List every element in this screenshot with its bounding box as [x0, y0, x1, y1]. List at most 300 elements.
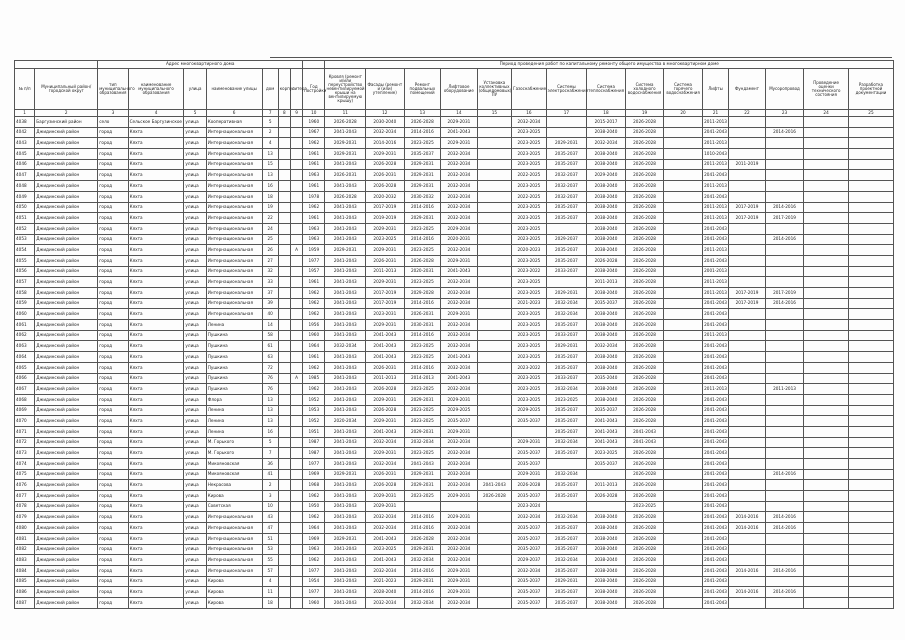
- table-cell: 2032-2034: [366, 523, 405, 534]
- table-cell: город: [98, 288, 128, 299]
- table-cell: Джидинский район: [35, 298, 98, 309]
- table-cell: 2026-2028: [625, 149, 664, 160]
- table-cell: Джидинский район: [35, 394, 98, 405]
- table-cell: 2011-2013: [765, 384, 804, 395]
- table-row: [15, 191, 894, 202]
- table-cell: Кооперативная: [206, 117, 262, 128]
- table-cell: [848, 555, 893, 566]
- table-cell: 2041-2043: [702, 597, 728, 608]
- table-cell: 1964: [303, 523, 325, 534]
- table-cell: 2023-2025: [366, 544, 405, 555]
- table-cell: 1957: [303, 266, 325, 277]
- table-cell: 1962: [303, 555, 325, 566]
- table-cell: [664, 512, 703, 523]
- table-cell: 2026-2028: [625, 266, 664, 277]
- table-row: [15, 480, 894, 491]
- table-cell: город: [98, 384, 128, 395]
- table-cell: улица: [184, 159, 206, 170]
- table-cell: 2032-2034: [441, 277, 478, 288]
- table-cell: [765, 426, 804, 437]
- table-cell: Кирова: [206, 491, 262, 502]
- table-cell: 2011-2013: [702, 288, 728, 299]
- table-cell: 2020-2031: [404, 266, 441, 277]
- table-cell: город: [98, 320, 128, 331]
- table-cell: 4060: [15, 309, 35, 320]
- table-cell: 2029-2031: [366, 277, 405, 288]
- table-cell: город: [98, 309, 128, 320]
- table-cell: город: [98, 565, 128, 576]
- table-cell: 2023-2022: [512, 266, 547, 277]
- table-cell: [664, 426, 703, 437]
- table-cell: 4064: [15, 352, 35, 363]
- table-cell: Кяхта: [128, 501, 184, 512]
- table-cell: Интернациональная: [206, 309, 262, 320]
- table-cell: улица: [184, 170, 206, 181]
- table-cell: [664, 405, 703, 416]
- table-cell: [804, 480, 849, 491]
- table-cell: 2035-2037: [441, 416, 478, 427]
- table-cell: 41: [262, 469, 278, 480]
- table-cell: 2041-2043: [325, 320, 366, 331]
- table-cell: Джидинский район: [35, 448, 98, 459]
- column-number: 14: [441, 110, 478, 117]
- table-cell: [804, 555, 849, 566]
- table-cell: 57: [262, 565, 278, 576]
- table-cell: Джидинский район: [35, 576, 98, 587]
- table-cell: А: [290, 373, 302, 384]
- table-cell: 2026-2028: [625, 362, 664, 373]
- table-cell: 4072: [15, 437, 35, 448]
- table-cell: 2035-2037: [546, 149, 587, 160]
- table-cell: улица: [184, 405, 206, 416]
- table-cell: улица: [184, 298, 206, 309]
- table-cell: 2026-2028: [625, 469, 664, 480]
- table-cell: [804, 330, 849, 341]
- table-cell: 39: [262, 298, 278, 309]
- table-cell: [765, 544, 804, 555]
- table-cell: 4067: [15, 384, 35, 395]
- table-cell: Кяхта: [128, 416, 184, 427]
- table-cell: 2035-2037: [546, 448, 587, 459]
- table-cell: 2001-2013: [702, 266, 728, 277]
- table-cell: 2032-2034: [546, 555, 587, 566]
- column-header: Ремонт подвальных помещений: [404, 69, 441, 110]
- table-cell: 2022-2025: [512, 191, 547, 202]
- table-cell: [848, 234, 893, 245]
- table-cell: Джидинский район: [35, 437, 98, 448]
- table-cell: [477, 533, 512, 544]
- table-cell: [729, 309, 766, 320]
- table-cell: [278, 309, 290, 320]
- table-cell: [729, 352, 766, 363]
- table-cell: 2041-2043: [325, 597, 366, 608]
- table-cell: [848, 437, 893, 448]
- table-cell: [546, 223, 587, 234]
- table-cell: [477, 416, 512, 427]
- table-cell: 2041-2043: [702, 565, 728, 576]
- table-cell: 2029-2031: [546, 288, 587, 299]
- table-cell: [848, 181, 893, 192]
- address-group-header: Адрес многоквартирного дома: [98, 61, 303, 69]
- table-cell: улица: [184, 288, 206, 299]
- table-cell: 19: [262, 202, 278, 213]
- table-cell: город: [98, 234, 128, 245]
- table-cell: 2032-2034: [512, 117, 547, 128]
- table-cell: [729, 373, 766, 384]
- column-header: дом: [262, 69, 278, 110]
- table-cell: [477, 459, 512, 470]
- table-cell: 2014-2016: [765, 202, 804, 213]
- table-cell: Джидинский район: [35, 523, 98, 534]
- table-cell: 2032-2034: [441, 320, 478, 331]
- table-cell: 2041-2043: [625, 426, 664, 437]
- table-cell: 1987: [303, 437, 325, 448]
- table-cell: [848, 405, 893, 416]
- table-cell: [664, 191, 703, 202]
- table-cell: [278, 405, 290, 416]
- table-cell: [804, 501, 849, 512]
- table-cell: 2041-2043: [366, 533, 405, 544]
- table-cell: 2035-2037: [512, 523, 547, 534]
- table-cell: 2023-2025: [512, 149, 547, 160]
- table-cell: 2041-2043: [702, 341, 728, 352]
- table-cell: [729, 459, 766, 470]
- column-number: 20: [664, 110, 703, 117]
- table-cell: 4081: [15, 533, 35, 544]
- table-cell: [804, 459, 849, 470]
- table-cell: [765, 181, 804, 192]
- table-cell: [664, 159, 703, 170]
- table-cell: 2038-2040: [587, 234, 626, 245]
- table-cell: 2035-2037: [512, 491, 547, 502]
- table-cell: 2011-2013: [587, 480, 626, 491]
- table-cell: улица: [184, 127, 206, 138]
- table-cell: 2014-2016: [404, 512, 441, 523]
- table-cell: Кяхта: [128, 320, 184, 331]
- table-cell: город: [98, 459, 128, 470]
- table-row: [15, 384, 894, 395]
- table-cell: Джидинский район: [35, 288, 98, 299]
- table-cell: Интернациональная: [206, 245, 262, 256]
- table-cell: 2032-2034: [441, 245, 478, 256]
- table-cell: 2041-2043: [702, 576, 728, 587]
- table-cell: [290, 501, 302, 512]
- table-cell: 2032-2034: [366, 597, 405, 608]
- table-cell: [729, 405, 766, 416]
- table-cell: 2035-2037: [546, 491, 587, 502]
- table-row: [15, 223, 894, 234]
- table-cell: 2023-2025: [512, 181, 547, 192]
- table-cell: 4050: [15, 202, 35, 213]
- table-cell: 2035-2037: [512, 448, 547, 459]
- table-cell: [664, 117, 703, 128]
- table-cell: 2038-2040: [587, 309, 626, 320]
- table-cell: 2026-2031: [366, 362, 405, 373]
- table-cell: улица: [184, 448, 206, 459]
- table-cell: Сельское Баргузинское: [128, 117, 184, 128]
- table-cell: [664, 330, 703, 341]
- table-cell: Джидинский район: [35, 469, 98, 480]
- table-cell: 1961: [303, 181, 325, 192]
- table-cell: [587, 469, 626, 480]
- table-cell: [290, 565, 302, 576]
- table-cell: город: [98, 352, 128, 363]
- table-cell: 13: [262, 405, 278, 416]
- table-cell: [278, 149, 290, 160]
- table-cell: 27: [262, 255, 278, 266]
- column-number: 18: [587, 110, 626, 117]
- column-number: 13: [404, 110, 441, 117]
- table-cell: Кяхта: [128, 255, 184, 266]
- table-cell: Джидинский район: [35, 159, 98, 170]
- table-cell: 2023-2025: [512, 384, 547, 395]
- table-cell: 2041-2043: [702, 309, 728, 320]
- table-cell: 2028-2040: [366, 587, 405, 598]
- table-cell: 2032-2034: [441, 597, 478, 608]
- column-header: Проведение оценки технического состояния: [804, 69, 849, 110]
- column-header: Мусоропровод: [765, 69, 804, 110]
- table-cell: 24: [262, 223, 278, 234]
- table-row: [15, 170, 894, 181]
- table-cell: [290, 138, 302, 149]
- table-cell: [477, 213, 512, 224]
- table-cell: Интернациональная: [206, 533, 262, 544]
- table-cell: 2038-2040: [587, 159, 626, 170]
- column-number: 9: [290, 110, 302, 117]
- table-cell: Пушкина: [206, 352, 262, 363]
- table-cell: 2026-2028: [625, 544, 664, 555]
- table-cell: Джидинский район: [35, 341, 98, 352]
- table-cell: 2041-2043: [702, 127, 728, 138]
- table-cell: [290, 555, 302, 566]
- table-cell: 2026-2031: [404, 309, 441, 320]
- table-cell: [804, 533, 849, 544]
- table-cell: [664, 587, 703, 598]
- table-cell: 2038-2040: [587, 533, 626, 544]
- table-cell: [477, 426, 512, 437]
- table-cell: [290, 266, 302, 277]
- table-cell: [664, 362, 703, 373]
- table-cell: 2011-2013: [702, 213, 728, 224]
- table-cell: [729, 426, 766, 437]
- table-cell: 2029-2031: [546, 341, 587, 352]
- table-row: [15, 587, 894, 598]
- table-cell: 2014-2016: [404, 298, 441, 309]
- column-number: 21: [702, 110, 728, 117]
- table-cell: 1963: [303, 234, 325, 245]
- table-cell: Кирова: [206, 576, 262, 587]
- table-cell: [848, 523, 893, 534]
- table-cell: [278, 523, 290, 534]
- table-cell: 2029-2031: [366, 416, 405, 427]
- table-cell: 2029-2037: [546, 234, 587, 245]
- table-cell: [278, 576, 290, 587]
- table-cell: 2041-2043: [325, 330, 366, 341]
- table-cell: [765, 394, 804, 405]
- table-cell: 2023-2025: [404, 341, 441, 352]
- table-cell: 2023-2025: [512, 159, 547, 170]
- table-cell: 2041-2043: [702, 426, 728, 437]
- table-cell: [804, 234, 849, 245]
- table-cell: 2032-2034: [546, 437, 587, 448]
- table-cell: Интернациональная: [206, 555, 262, 566]
- table-cell: 2014-2016: [729, 523, 766, 534]
- table-cell: улица: [184, 501, 206, 512]
- table-cell: 2029-2031: [512, 437, 547, 448]
- column-header: тип муниципального образования: [98, 69, 128, 110]
- table-cell: 2026-2028: [325, 117, 366, 128]
- table-cell: [804, 587, 849, 598]
- table-cell: [765, 159, 804, 170]
- table-cell: 2014-2016: [765, 512, 804, 523]
- table-cell: 1962: [303, 384, 325, 395]
- table-cell: 2020-2031: [441, 234, 478, 245]
- table-cell: 2032-2034: [441, 437, 478, 448]
- table-cell: 1960: [303, 117, 325, 128]
- table-cell: [804, 576, 849, 587]
- table-cell: 2041-2043: [325, 587, 366, 598]
- table-cell: 4052: [15, 223, 35, 234]
- table-cell: 2014-2016: [404, 362, 441, 373]
- table-cell: 2041-2043: [702, 448, 728, 459]
- table-cell: Интернациональная: [206, 159, 262, 170]
- table-cell: [804, 159, 849, 170]
- table-cell: 2023-2025: [512, 138, 547, 149]
- table-cell: 2026-2028: [625, 223, 664, 234]
- table-cell: [278, 266, 290, 277]
- table-cell: Кяхта: [128, 565, 184, 576]
- table-cell: 2033-2037: [546, 330, 587, 341]
- table-cell: 2023-2025: [404, 416, 441, 427]
- table-cell: 10: [262, 501, 278, 512]
- table-cell: 2032-2034: [325, 341, 366, 352]
- table-cell: 4055: [15, 255, 35, 266]
- table-cell: Кяхта: [128, 523, 184, 534]
- column-number: 2: [35, 110, 98, 117]
- table-cell: город: [98, 394, 128, 405]
- table-cell: Интернациональная: [206, 266, 262, 277]
- table-cell: 2020-2032: [366, 191, 405, 202]
- table-cell: 2023-2025: [404, 405, 441, 416]
- table-cell: 2011-2013: [702, 245, 728, 256]
- table-cell: 2011-2013: [702, 181, 728, 192]
- table-cell: улица: [184, 138, 206, 149]
- table-cell: [290, 288, 302, 299]
- table-cell: 4071: [15, 426, 35, 437]
- table-cell: Джидинский район: [35, 587, 98, 598]
- table-row: [15, 127, 894, 138]
- table-cell: [729, 277, 766, 288]
- column-header: Разработка проектной документации: [848, 69, 893, 110]
- table-body: [15, 117, 894, 609]
- table-cell: 2041-2043: [325, 459, 366, 470]
- table-cell: [278, 459, 290, 470]
- column-header: № п/п: [15, 69, 35, 110]
- table-cell: [290, 459, 302, 470]
- table-cell: 2032-2034: [366, 512, 405, 523]
- table-cell: [477, 437, 512, 448]
- table-cell: 2032-2034: [587, 341, 626, 352]
- table-cell: 2023-2022: [512, 362, 547, 373]
- column-number: 19: [625, 110, 664, 117]
- table-cell: 2029-2031: [404, 213, 441, 224]
- table-cell: 2038-2040: [587, 320, 626, 331]
- table-cell: 2041-2043: [702, 512, 728, 523]
- table-cell: [477, 394, 512, 405]
- table-cell: город: [98, 587, 128, 598]
- table-cell: 2017-2019: [729, 213, 766, 224]
- table-cell: 4077: [15, 491, 35, 502]
- table-cell: 2014-2016: [404, 127, 441, 138]
- table-cell: 2038-2040: [587, 352, 626, 363]
- table-cell: 2017-2019: [729, 288, 766, 299]
- table-cell: Интернациональная: [206, 202, 262, 213]
- table-cell: [290, 362, 302, 373]
- table-cell: улица: [184, 480, 206, 491]
- table-cell: 2032-2034: [441, 544, 478, 555]
- table-cell: 1977: [303, 587, 325, 598]
- table-cell: 1952: [303, 416, 325, 427]
- table-cell: 2023-2025: [512, 277, 547, 288]
- table-cell: город: [98, 501, 128, 512]
- column-header: корпус: [278, 69, 290, 110]
- table-cell: 2030-2031: [404, 320, 441, 331]
- table-cell: 2026-2028: [625, 512, 664, 523]
- table-cell: 2032-2034: [441, 480, 478, 491]
- table-cell: [729, 223, 766, 234]
- table-cell: 2041-2043: [441, 127, 478, 138]
- table-cell: [765, 362, 804, 373]
- table-cell: Кяхта: [128, 512, 184, 523]
- table-cell: 2026-2028: [366, 159, 405, 170]
- table-cell: Кяхта: [128, 288, 184, 299]
- table-cell: 13: [262, 170, 278, 181]
- table-cell: [765, 405, 804, 416]
- table-cell: 4046: [15, 159, 35, 170]
- table-cell: Джидинский район: [35, 426, 98, 437]
- table-cell: [664, 373, 703, 384]
- table-cell: 2026-2028: [625, 330, 664, 341]
- table-cell: 1954: [303, 576, 325, 587]
- column-header: улица: [184, 69, 206, 110]
- table-cell: 1962: [303, 288, 325, 299]
- table-cell: [477, 277, 512, 288]
- table-cell: [664, 255, 703, 266]
- table-cell: 2023-2024: [512, 501, 547, 512]
- table-cell: [804, 597, 849, 608]
- table-cell: Джидинский район: [35, 234, 98, 245]
- table-cell: Интернациональная: [206, 138, 262, 149]
- table-cell: Пушкина: [206, 341, 262, 352]
- table-cell: [664, 501, 703, 512]
- table-cell: 2029-2037: [512, 555, 547, 566]
- table-cell: 2032-2034: [441, 555, 478, 566]
- table-cell: Кяхта: [128, 138, 184, 149]
- table-row: [15, 523, 894, 534]
- table-cell: 2017-2019: [729, 202, 766, 213]
- table-cell: 2041-2043: [325, 202, 366, 213]
- table-cell: [546, 501, 587, 512]
- table-cell: 2029-2031: [441, 138, 478, 149]
- table-cell: 4048: [15, 181, 35, 192]
- table-cell: 2032-2034: [366, 459, 405, 470]
- table-cell: 2023-2025: [404, 223, 441, 234]
- table-cell: Интернациональная: [206, 298, 262, 309]
- table-cell: [278, 330, 290, 341]
- table-cell: 2041-2043: [325, 362, 366, 373]
- table-cell: 2041-2043: [325, 491, 366, 502]
- table-cell: [804, 170, 849, 181]
